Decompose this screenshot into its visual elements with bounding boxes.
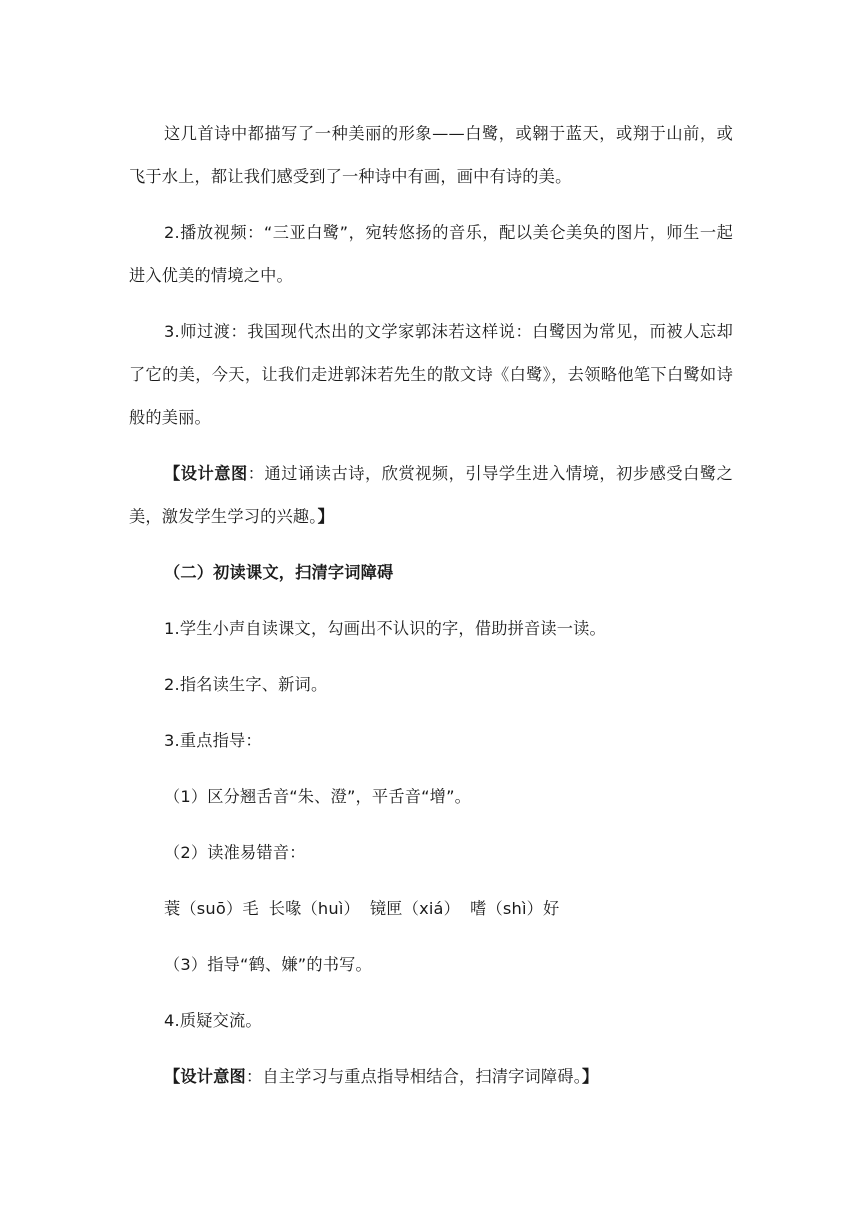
design-intent-label: 设计意图 bbox=[180, 464, 248, 483]
sub-item-error-prone-sounds: （2）读准易错音： bbox=[164, 843, 306, 862]
section-heading-first-reading: （二）初读课文，扫清字词障碍 bbox=[164, 563, 394, 582]
design-intent-close-bracket: 】 bbox=[317, 507, 334, 526]
pinyin-term: 蓑（suō）毛 bbox=[164, 899, 259, 918]
design-intent-note-1 bbox=[129, 452, 733, 538]
list-item-key-guidance: 3.重点指导： bbox=[164, 731, 262, 750]
list-item-self-read: 1.学生小声自读课文，勾画出不认识的字，借助拼音读一读。 bbox=[164, 619, 606, 638]
paragraph-play-video: 2.播放视频：“三亚白鹭”，宛转悠扬的音乐，配以美仑美奂的图片，师生一起进入优美的情境之中。 bbox=[129, 223, 733, 285]
sub-item-retroflex-sounds: （1）区分翘舌音“朱、澄”，平舌音“增”。 bbox=[164, 787, 472, 806]
design-intent-open-bracket: 【 bbox=[164, 464, 181, 483]
design-intent-close-bracket: 】 bbox=[582, 1067, 599, 1086]
pinyin-term-row bbox=[129, 887, 733, 930]
pinyin-term: 长喙（huì） bbox=[268, 899, 360, 918]
pinyin-term: 镜匣（xiá） bbox=[369, 899, 461, 918]
design-intent-note-2 bbox=[129, 1055, 733, 1098]
document-body bbox=[129, 112, 733, 1111]
list-item-questions-exchange: 4.质疑交流。 bbox=[164, 1011, 262, 1030]
design-intent-label: 设计意图 bbox=[180, 1067, 246, 1086]
pinyin-term: 嗜（shì）好 bbox=[470, 899, 560, 918]
list-item-read-new-words: 2.指名读生字、新词。 bbox=[164, 675, 328, 694]
paragraph-intro-poems: 这几首诗中都描写了一种美丽的形象——白鹭，或翱于蓝天，或翔于山前，或飞于水上，都让我们感受到了一种诗中有画，画中有诗的美。 bbox=[129, 124, 733, 186]
design-intent-open-bracket: 【 bbox=[164, 1067, 181, 1086]
sub-item-character-writing: （3）指导“鹤、嫌”的书写。 bbox=[164, 955, 372, 974]
paragraph-teacher-transition: 3.师过渡：我国现代杰出的文学家郭沫若这样说：白鹭因为常见，而被人忘却了它的美，今天，让我们走进郭沫若先生的散文诗《白鹭》，去领略他笔下白鹭如诗般的美丽。 bbox=[129, 322, 733, 427]
design-intent-text: ：自主学习与重点指导相结合，扫清字词障碍。 bbox=[245, 1067, 582, 1086]
design-intent-text: ：通过诵读古诗，欣赏视频，引导学生进入情境，初步感受白鹭之美，激发学生学习的兴趣。 bbox=[129, 464, 733, 526]
